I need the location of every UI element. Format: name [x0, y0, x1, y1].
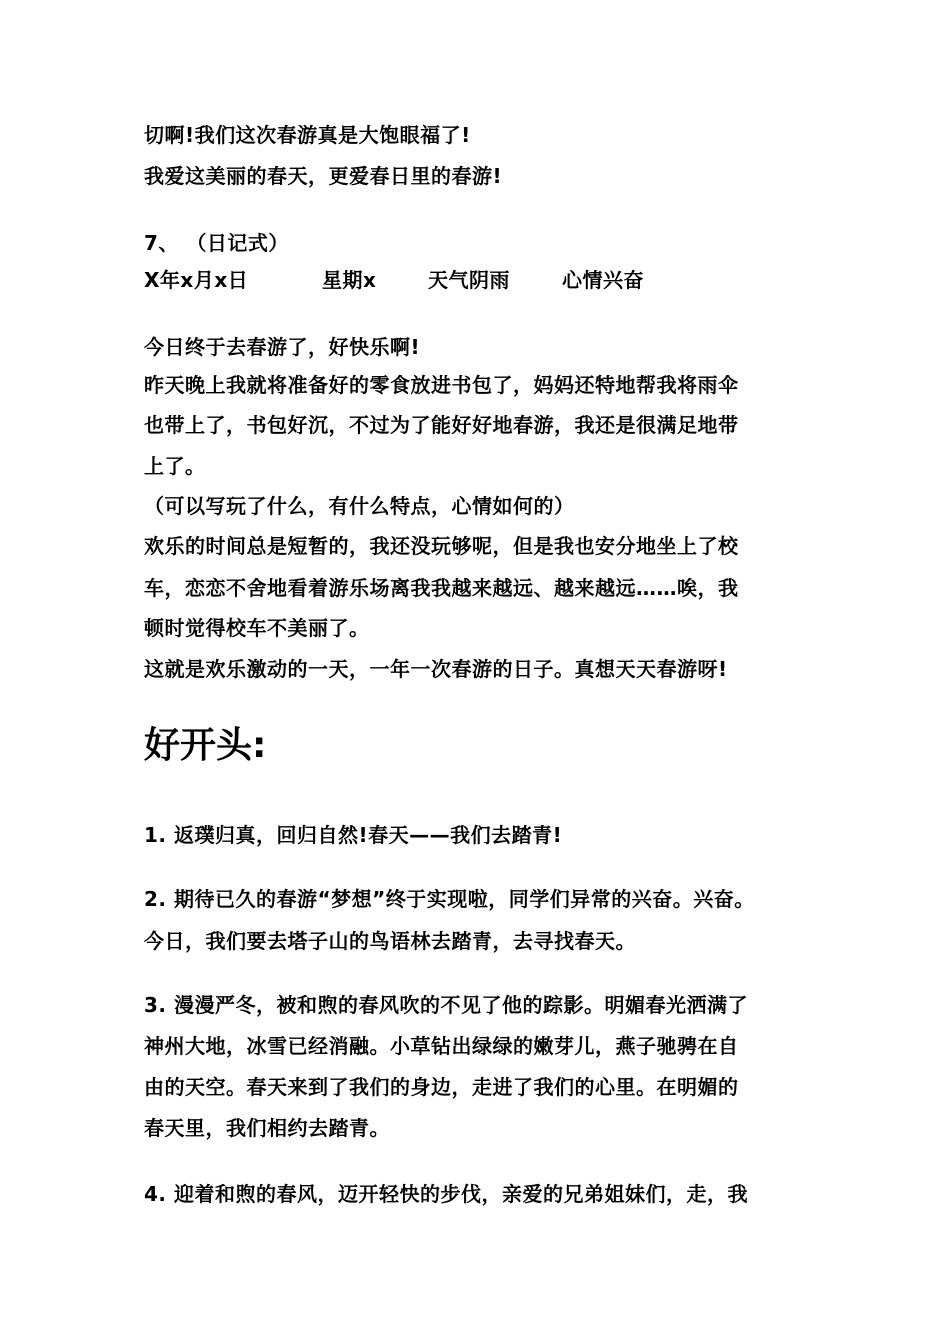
- text-line: 欢乐的时间总是短暂的，我还没玩够呢，但是我也安分地坐上了校: [144, 534, 739, 558]
- section-heading: 好开头:: [144, 725, 267, 766]
- text-line: （可以写玩了什么，有什么特点，心情如何的）: [144, 494, 575, 518]
- diary-date: X年x月x日: [144, 268, 249, 292]
- list-item-line: 3. 漫漫严冬，被和煦的春风吹的不见了他的踪影。明媚春光洒满了: [144, 993, 748, 1017]
- list-item-line: 春天里，我们相约去踏青。: [144, 1116, 390, 1140]
- diary-mood: 心情兴奋: [562, 268, 644, 292]
- list-item-line: 神州大地，冰雪已经消融。小草钻出绿绿的嫩芽儿，燕子驰骋在自: [144, 1034, 739, 1058]
- text-line: 这就是欢乐激动的一天，一年一次春游的日子。真想天天春游呀!: [144, 657, 728, 681]
- text-line: 昨天晚上我就将准备好的零食放进书包了，妈妈还特地帮我将雨伞: [144, 373, 739, 397]
- text-line: 车，恋恋不舍地看着游乐场离我我越来越远、越来越远……唉，我: [144, 576, 739, 600]
- diary-section-label: 7、 （日记式）: [144, 231, 289, 255]
- text-line: 顿时觉得校车不美丽了。: [144, 616, 370, 640]
- list-item-line: 1. 返璞归真，回归自然!春天——我们去踏青!: [144, 823, 563, 847]
- text-line: 也带上了，书包好沉，不过为了能好好地春游，我还是很满足地带: [144, 413, 739, 437]
- list-item-line: 4. 迎着和煦的春风，迈开轻快的步伐，亲爱的兄弟姐妹们，走，我: [144, 1182, 748, 1206]
- list-item-line: 2. 期待已久的春游“梦想”终于实现啦，同学们异常的兴奋。兴奋。: [144, 887, 755, 911]
- text-line: 切啊!我们这次春游真是大饱眼福了!: [144, 123, 471, 147]
- diary-header-row: [144, 266, 644, 294]
- diary-weekday: 星期x: [322, 268, 377, 292]
- text-line: 上了。: [144, 454, 206, 478]
- list-item-line: 今日，我们要去塔子山的鸟语林去踏青，去寻找春天。: [144, 929, 636, 953]
- text-line: 今日终于去春游了，好快乐啊!: [144, 335, 421, 359]
- list-item-line: 由的天空。春天来到了我们的身边，走进了我们的心里。在明媚的: [144, 1075, 739, 1099]
- text-line: 我爱这美丽的春天，更爱春日里的春游!: [144, 164, 503, 188]
- diary-weather: 天气阴雨: [428, 268, 510, 292]
